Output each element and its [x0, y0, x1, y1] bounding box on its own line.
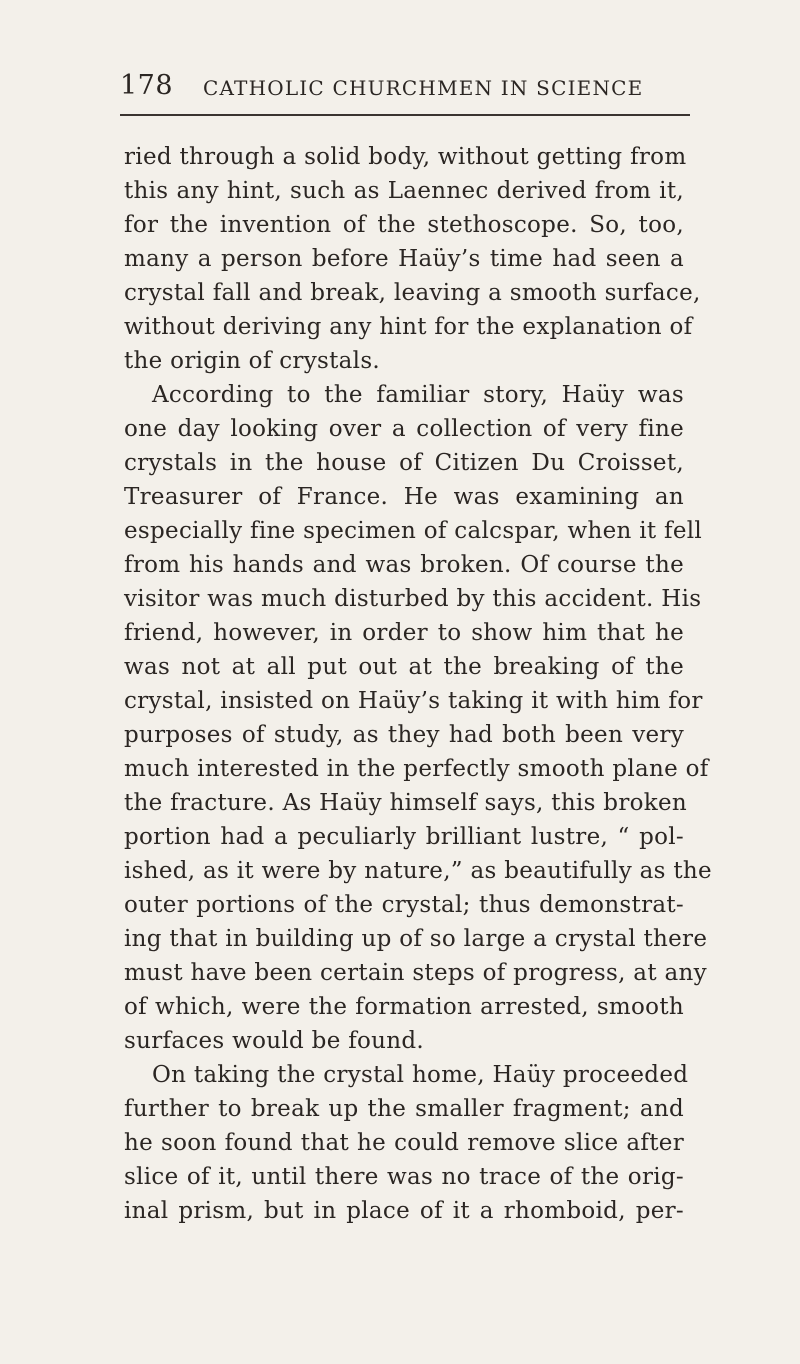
text-line: crystal, insisted on Haüy’s taking it with him for	[124, 688, 703, 714]
text-line: friend, however, in order to show him that he	[124, 620, 684, 646]
text-line: slice of it, until there was no trace of the orig-	[124, 1164, 684, 1190]
text-line: without deriving any hint for the explanation of	[124, 314, 693, 340]
text-line: further to break up the smaller fragment; and	[124, 1096, 684, 1122]
page-header	[120, 70, 700, 112]
text-line: surfaces would be found.	[124, 1028, 425, 1054]
text-line: crystals in the house of Citizen Du Croisset,	[124, 450, 684, 476]
text-line: for the invention of the stethoscope. So, too,	[124, 212, 684, 238]
running-head: CATHOLIC CHURCHMEN IN SCIENCE	[203, 76, 644, 100]
text-line: inal prism, but in place of it a rhomboid, per-	[124, 1198, 684, 1224]
text-line: outer portions of the crystal; thus demonstrat-	[124, 892, 684, 918]
text-line: many a person before Haüy’s time had seen a	[124, 246, 684, 272]
text-line: ished, as it were by nature,” as beautifully as the	[124, 858, 712, 884]
text-line: was not at all put out at the breaking of the	[124, 654, 684, 680]
text-line: the origin of crystals.	[124, 348, 381, 374]
page-number: 178	[120, 70, 174, 101]
text-line: of which, were the formation arrested, smooth	[124, 994, 684, 1020]
text-line: this any hint, such as Laennec derived from it,	[124, 178, 684, 204]
text-line: According to the familiar story, Haüy was	[152, 382, 684, 408]
text-line: must have been certain steps of progress, at any	[124, 960, 707, 986]
text-line: the fracture. As Haüy himself says, this broken	[124, 790, 688, 816]
text-line: Treasurer of France. He was examining an	[124, 484, 684, 510]
text-line: ing that in building up of so large a crystal there	[124, 926, 708, 952]
body-text	[124, 140, 712, 1228]
header-rule	[120, 114, 690, 116]
text-line: visitor was much disturbed by this accident. His	[124, 586, 702, 612]
text-line: much interested in the perfectly smooth plane of	[124, 756, 709, 782]
text-line: portion had a peculiarly brilliant lustre, “ pol-	[124, 824, 684, 850]
text-line: purposes of study, as they had both been very	[124, 722, 684, 748]
text-line: one day looking over a collection of very fine	[124, 416, 684, 442]
text-line: he soon found that he could remove slice after	[124, 1130, 684, 1156]
text-line: ried through a solid body, without getting from	[124, 144, 687, 170]
text-line: On taking the crystal home, Haüy proceeded	[152, 1062, 689, 1088]
text-line: crystal fall and break, leaving a smooth surface,	[124, 280, 701, 306]
text-line: especially fine specimen of calcspar, when it fell	[124, 518, 703, 544]
text-line: from his hands and was broken. Of course the	[124, 552, 684, 578]
